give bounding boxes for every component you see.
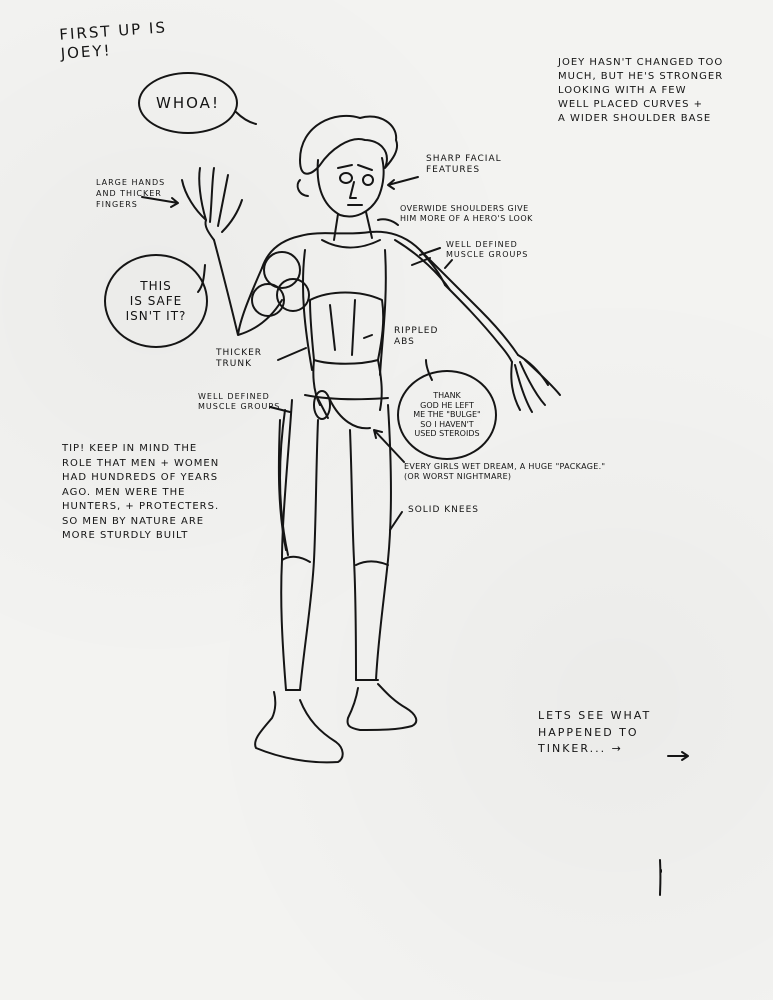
thank-god-bubble: [397, 370, 497, 460]
right-leg: [350, 405, 391, 680]
safe-text: THIS IS SAFE ISN'T IT?: [125, 278, 187, 323]
trunk-annotation: THICKER TRUNK: [216, 348, 263, 370]
top-note: JOEY HASN'T CHANGED TOO MUCH, BUT HE'S STRONGER LOOKING WITH A FEW WELL PLACED CURVES + A WIDER SHOULDER BASE: [558, 57, 724, 124]
extended-hand: [511, 355, 560, 412]
shoulders-annotation: OVERWIDE SHOULDERS GIVE HIM MORE OF A HERO'S LOOK: [400, 204, 533, 223]
left-shoe: [255, 690, 343, 762]
next-page-text: LETS SEE WHAT HAPPENED TO TINKER... →: [538, 709, 652, 755]
whoa-text: WHOA!: [156, 93, 220, 112]
abs-annotation: RIPPLED ABS: [394, 326, 439, 348]
whoa-bubble: [138, 72, 238, 134]
thank-god-text: THANK GOD HE LEFT ME THE "BULGE" SO I HAVEN'T USED STEROIDS: [413, 391, 481, 439]
right-shoe: [348, 680, 417, 730]
hands-annotation: LARGE HANDS AND THICKER FINGERS: [96, 178, 166, 209]
torso: [262, 232, 445, 285]
muscle-upper-annotation: WELL DEFINED MUSCLE GROUPS: [446, 240, 529, 259]
raised-hand: [182, 168, 242, 232]
muscle-lower-annotation: WELL DEFINED MUSCLE GROUPS: [198, 392, 281, 411]
package-annotation: EVERY GIRLS WET DREAM, A HUGE "PACKAGE." (OR WORST NIGHTMARE): [404, 462, 606, 481]
tip-text: TIP! KEEP IN MIND THE ROLE THAT MEN + WOMEN HAD HUNDREDS OF YEARS AGO. MEN WERE THE HUNTERS, + PROTECTERS. SO MEN BY NATURE ARE MORE STURDLY BUILT: [62, 443, 220, 541]
intro-text: FIRST UP IS JOEY!: [58, 18, 168, 63]
facial-annotation: SHARP FACIAL FEATURES: [426, 154, 502, 176]
head: [318, 158, 384, 216]
safe-bubble: [104, 254, 208, 348]
knees-annotation: SOLID KNEES: [408, 505, 479, 515]
